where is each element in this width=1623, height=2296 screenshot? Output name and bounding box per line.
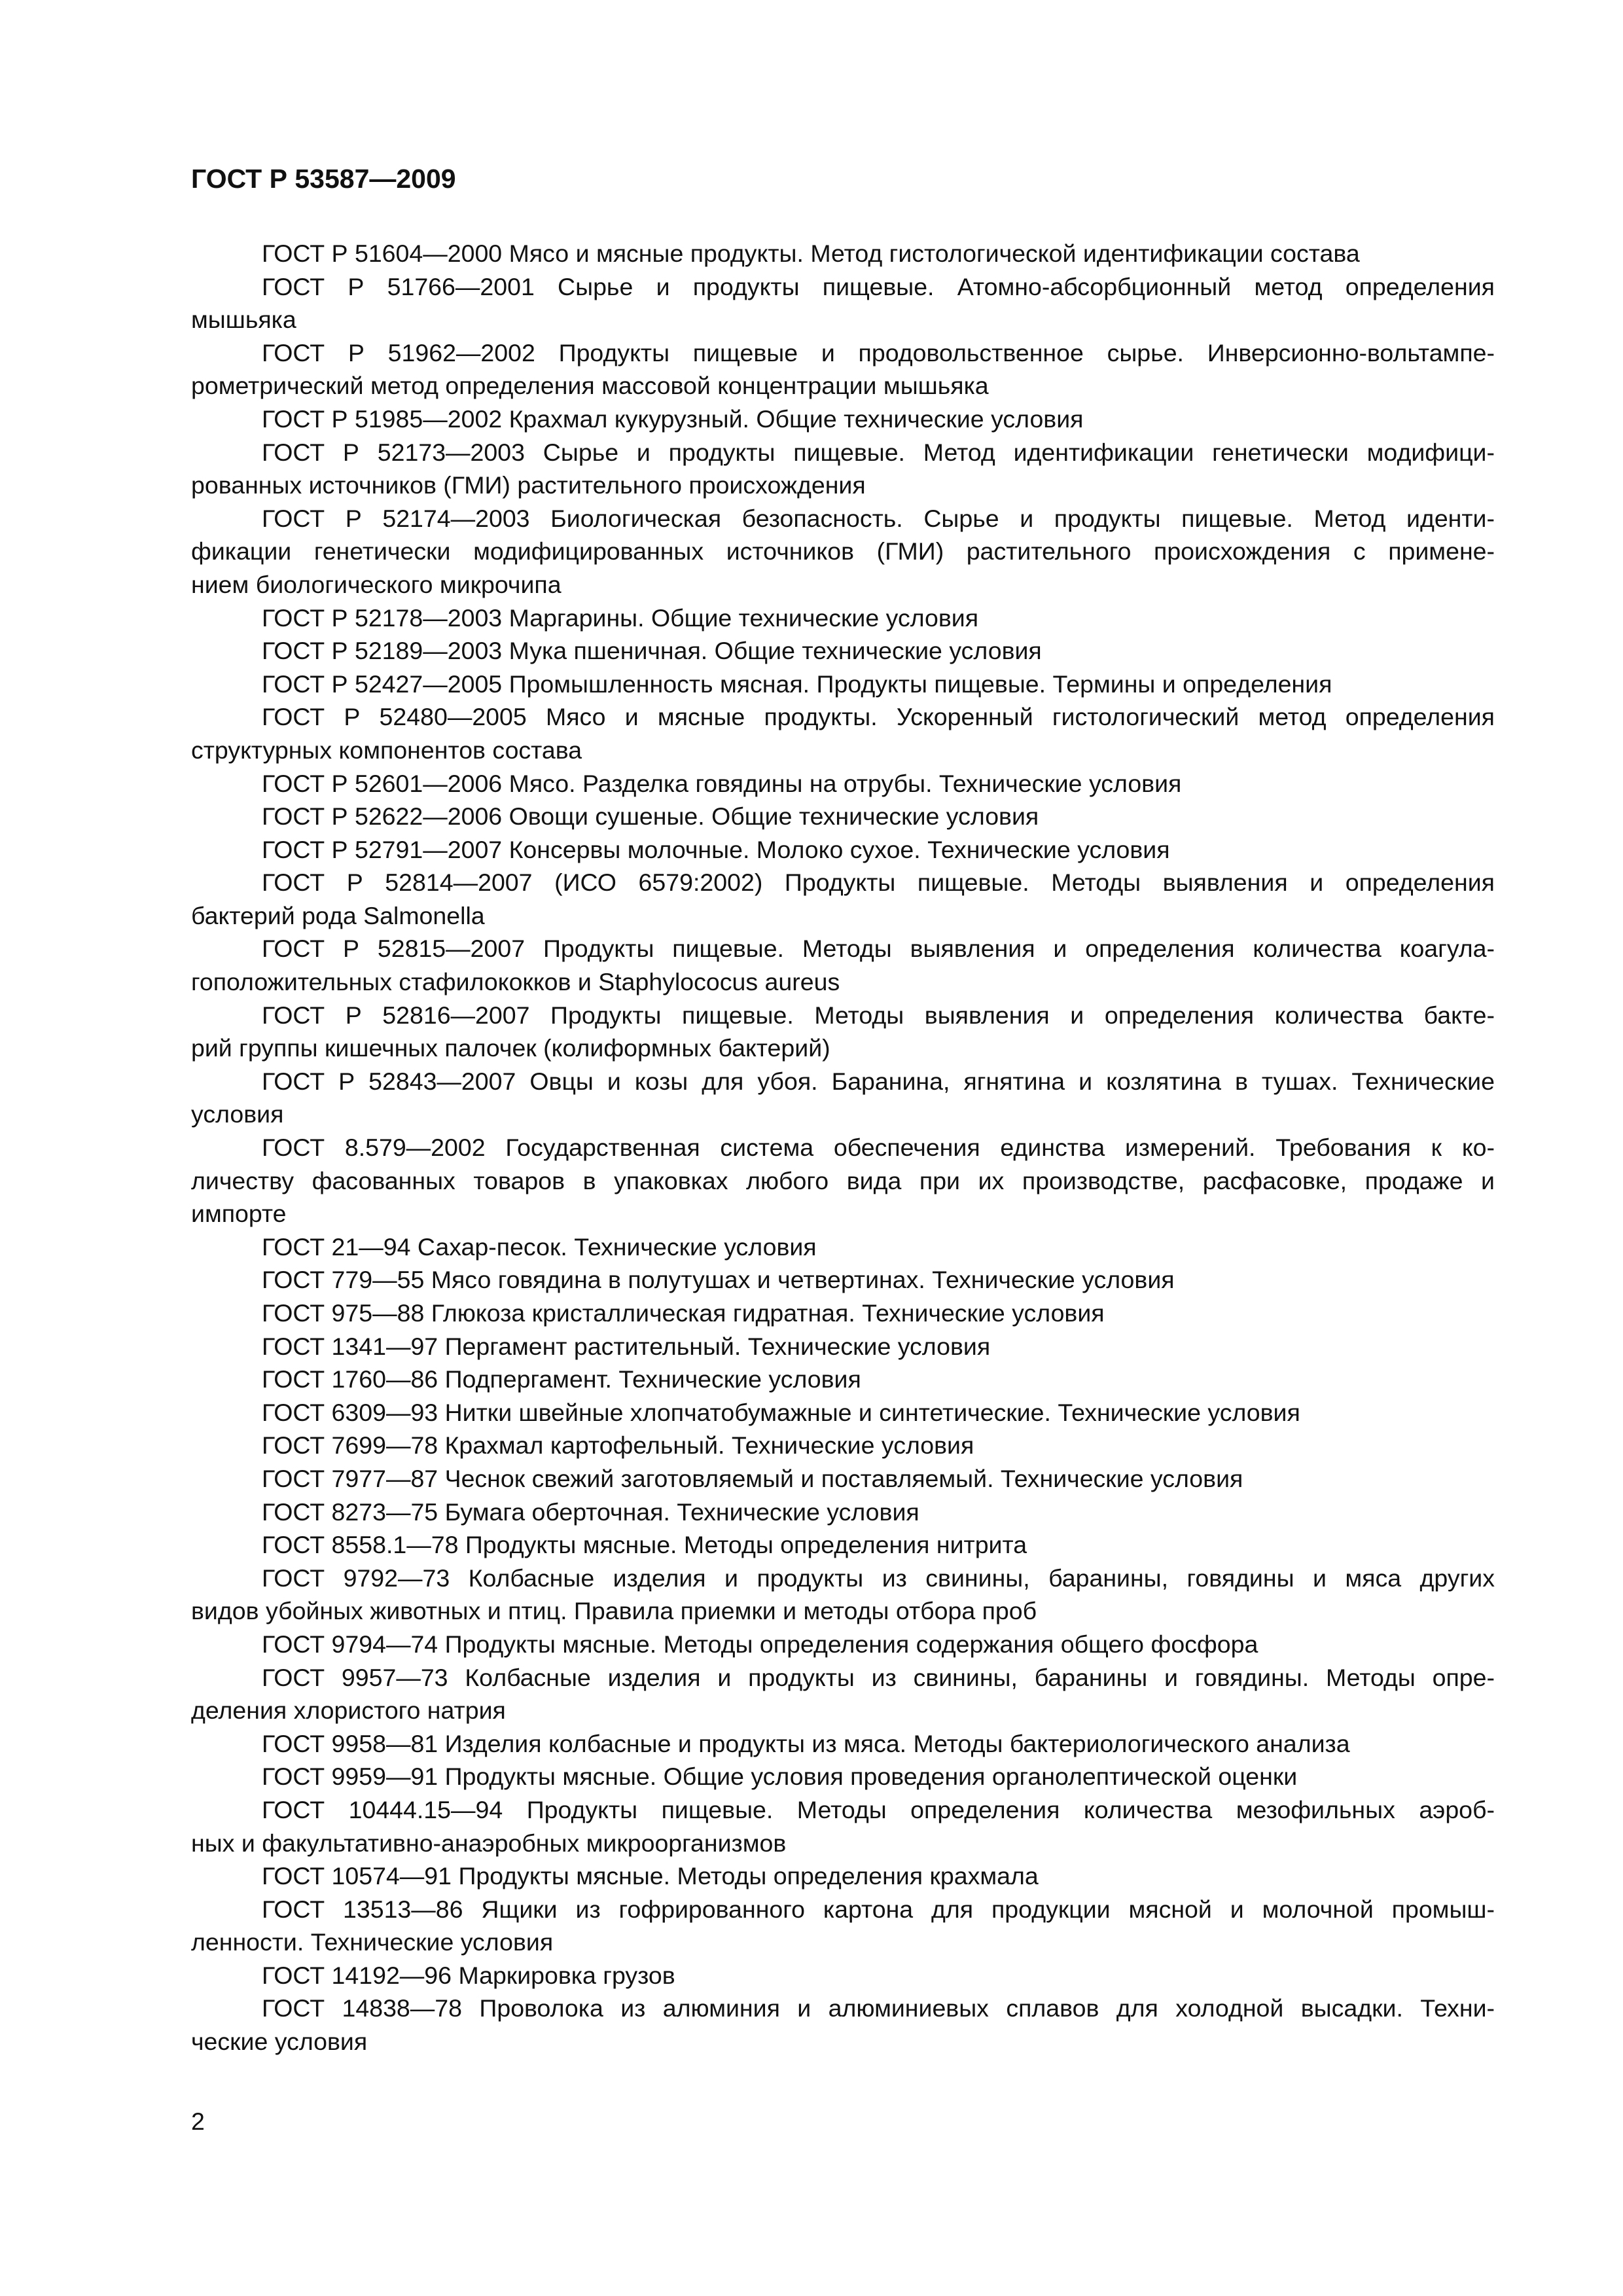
reference-line: гоположительных стафилококков и Staphylococus aureus bbox=[191, 968, 840, 996]
reference-line: рий группы кишечных палочек (колиформных бактерий) bbox=[191, 1034, 830, 1062]
reference-entry bbox=[191, 800, 1495, 833]
reference-line: фикации генетически модифицированных источников (ГМИ) растительного происхождения с примене- bbox=[191, 537, 1495, 565]
reference-entry bbox=[191, 1429, 1495, 1462]
reference-line: ГОСТ Р 52843—2007 Овцы и козы для убоя. Баранина, ягнятина и козлятина в тушах. Технические bbox=[262, 1067, 1495, 1095]
reference-line: ных и факультативно-анаэробных микроорганизмов bbox=[191, 1829, 787, 1857]
reference-entry bbox=[191, 700, 1495, 766]
reference-entry bbox=[191, 1628, 1495, 1661]
reference-line: нием биологического микрочипа bbox=[191, 570, 562, 598]
reference-line: рометрический метод определения массовой концентрации мышьяка bbox=[191, 372, 989, 400]
reference-entry bbox=[191, 270, 1495, 336]
reference-entry bbox=[191, 1462, 1495, 1496]
reference-line: мышьяка bbox=[191, 306, 296, 334]
reference-line: ГОСТ 779—55 Мясо говядина в полутушах и четвертинах. Технические условия bbox=[262, 1266, 1175, 1294]
document-header: ГОСТ Р 53587—2009 bbox=[191, 164, 456, 194]
reference-line: ГОСТ Р 52189—2003 Мука пшеничная. Общие технические условия bbox=[262, 637, 1042, 665]
reference-entry bbox=[191, 336, 1495, 403]
reference-line: ГОСТ 8.579—2002 Государственная система обеспечения единства измерений. Требования к ко- bbox=[262, 1134, 1495, 1162]
reference-line: ГОСТ 8273—75 Бумага оберточная. Технические условия bbox=[262, 1498, 919, 1526]
reference-entry bbox=[191, 1131, 1495, 1230]
reference-entry bbox=[191, 999, 1495, 1065]
reference-entry bbox=[191, 1727, 1495, 1761]
reference-line: ГОСТ 8558.1—78 Продукты мясные. Методы определения нитрита bbox=[262, 1531, 1027, 1559]
reference-line: ГОСТ 1341—97 Пергамент растительный. Технические условия bbox=[262, 1332, 991, 1360]
reference-line: ГОСТ Р 52622—2006 Овощи сушеные. Общие технические условия bbox=[262, 802, 1039, 831]
reference-line: видов убойных животных и птиц. Правила приемки и методы отбора проб bbox=[191, 1597, 1037, 1625]
reference-line: условия bbox=[191, 1100, 284, 1128]
reference-line: структурных компонентов состава bbox=[191, 736, 582, 764]
reference-entry bbox=[191, 1793, 1495, 1859]
reference-line: ГОСТ Р 52601—2006 Мясо. Разделка говядины на отрубы. Технические условия bbox=[262, 769, 1182, 797]
reference-line: ГОСТ 9959—91 Продукты мясные. Общие условия проведения органолептической оценки bbox=[262, 1763, 1298, 1791]
reference-entry bbox=[191, 1528, 1495, 1562]
reference-line: ГОСТ Р 52816—2007 Продукты пищевые. Методы выявления и определения количества бакте- bbox=[262, 1001, 1495, 1029]
reference-line: ческие условия bbox=[191, 2028, 368, 2056]
reference-line: ГОСТ 9958—81 Изделия колбасные и продукты из мяса. Методы бактериологического анализа bbox=[262, 1729, 1350, 1757]
reference-line: ГОСТ Р 52815—2007 Продукты пищевые. Методы выявления и определения количества коагула- bbox=[262, 935, 1495, 963]
reference-entry bbox=[191, 767, 1495, 800]
reference-line: рованных источников (ГМИ) растительного происхождения bbox=[191, 471, 866, 499]
reference-entry bbox=[191, 833, 1495, 867]
reference-line: ГОСТ Р 51766—2001 Сырье и продукты пищевые. Атомно-абсорбционный метод определения bbox=[262, 272, 1495, 300]
reference-entry bbox=[191, 1661, 1495, 1727]
reference-entry bbox=[191, 1396, 1495, 1429]
reference-line: ГОСТ Р 51604—2000 Мясо и мясные продукты. Метод гистологической идентификации состава bbox=[262, 240, 1360, 267]
reference-line: ГОСТ Р 52427—2005 Промышленность мясная. Продукты пищевые. Термины и определения bbox=[262, 670, 1332, 698]
reference-line: ГОСТ 975—88 Глюкоза кристаллическая гидратная. Технические условия bbox=[262, 1299, 1105, 1327]
reference-entry bbox=[191, 1959, 1495, 1992]
reference-line: ГОСТ 7977—87 Чеснок свежий заготовляемый и поставляемый. Технические условия bbox=[262, 1464, 1243, 1492]
reference-entry bbox=[191, 932, 1495, 998]
reference-entry bbox=[191, 1263, 1495, 1297]
reference-line: ГОСТ 1760—86 Подпергамент. Технические условия bbox=[262, 1365, 861, 1393]
reference-line: ГОСТ 14838—78 Проволока из алюминия и алюминиевых сплавов для холодной высадки. Техни- bbox=[262, 1994, 1495, 2022]
reference-line: ГОСТ 13513—86 Ящики из гофрированного картона для продукции мясной и молочной промыш- bbox=[262, 1895, 1495, 1923]
reference-entry bbox=[191, 1893, 1495, 1959]
reference-line: ГОСТ Р 51985—2002 Крахмал кукурузный. Общие технические условия bbox=[262, 404, 1084, 433]
reference-entry bbox=[191, 1992, 1495, 2058]
reference-line: ГОСТ 14192—96 Маркировка грузов bbox=[262, 1961, 675, 1989]
reference-entry bbox=[191, 436, 1495, 502]
reference-entry bbox=[191, 237, 1495, 270]
reference-line: бактерий рода Salmonella bbox=[191, 901, 485, 929]
reference-line: ГОСТ Р 52791—2007 Консервы молочные. Молоко сухое. Технические условия bbox=[262, 835, 1170, 863]
reference-entry bbox=[191, 1330, 1495, 1363]
reference-entry bbox=[191, 601, 1495, 635]
reference-line: ГОСТ 7699—78 Крахмал картофельный. Технические условия bbox=[262, 1431, 974, 1460]
page-number: 2 bbox=[191, 2108, 205, 2135]
reference-line: ГОСТ 9794—74 Продукты мясные. Методы определения содержания общего фосфора bbox=[262, 1630, 1258, 1658]
reference-entry bbox=[191, 1859, 1495, 1893]
reference-line: личеству фасованных товаров в упаковках любого вида при их производстве, расфасовке, продаже и bbox=[191, 1166, 1495, 1194]
reference-line: ГОСТ Р 52178—2003 Маргарины. Общие технические условия bbox=[262, 603, 979, 632]
reference-entry bbox=[191, 1363, 1495, 1396]
reference-line: ГОСТ 9957—73 Колбасные изделия и продукты из свинины, баранины и говядины. Методы опре- bbox=[262, 1663, 1495, 1691]
reference-entry bbox=[191, 1297, 1495, 1330]
reference-line: импорте bbox=[191, 1200, 287, 1228]
reference-line: деления хлористого натрия bbox=[191, 1696, 506, 1725]
reference-line: ГОСТ 21—94 Сахар-песок. Технические условия bbox=[262, 1232, 817, 1261]
reference-entry bbox=[191, 1760, 1495, 1793]
reference-entry bbox=[191, 866, 1495, 932]
reference-line: ГОСТ Р 52173—2003 Сырье и продукты пищевые. Метод идентификации генетически модифици- bbox=[262, 438, 1495, 466]
reference-line: ГОСТ 9792—73 Колбасные изделия и продукты из свинины, баранины, говядины и мяса других bbox=[262, 1564, 1495, 1592]
reference-line: ГОСТ Р 52814—2007 (ИСО 6579:2002) Продукты пищевые. Методы выявления и определения bbox=[262, 869, 1495, 897]
reference-entry bbox=[191, 634, 1495, 668]
reference-entry bbox=[191, 502, 1495, 601]
reference-entry bbox=[191, 1230, 1495, 1264]
reference-entry bbox=[191, 1562, 1495, 1628]
reference-line: ленности. Технические условия bbox=[191, 1928, 554, 1956]
reference-line: ГОСТ Р 51962—2002 Продукты пищевые и продовольственное сырье. Инверсионно-вольтампе- bbox=[262, 338, 1495, 367]
reference-entry bbox=[191, 1496, 1495, 1529]
reference-line: ГОСТ 10444.15—94 Продукты пищевые. Методы определения количества мезофильных аэроб- bbox=[262, 1795, 1495, 1823]
reference-entry bbox=[191, 403, 1495, 436]
reference-line: ГОСТ Р 52174—2003 Биологическая безопасность. Сырье и продукты пищевые. Метод иденти- bbox=[262, 504, 1495, 532]
reference-line: ГОСТ 10574—91 Продукты мясные. Методы определения крахмала bbox=[262, 1862, 1039, 1890]
reference-line: ГОСТ Р 52480—2005 Мясо и мясные продукты. Ускоренный гистологический метод определения bbox=[262, 703, 1495, 731]
reference-line: ГОСТ 6309—93 Нитки швейные хлопчатобумажные и синтетические. Технические условия bbox=[262, 1398, 1300, 1426]
reference-entry bbox=[191, 668, 1495, 701]
normative-references-list bbox=[191, 237, 1495, 2058]
reference-entry bbox=[191, 1065, 1495, 1131]
